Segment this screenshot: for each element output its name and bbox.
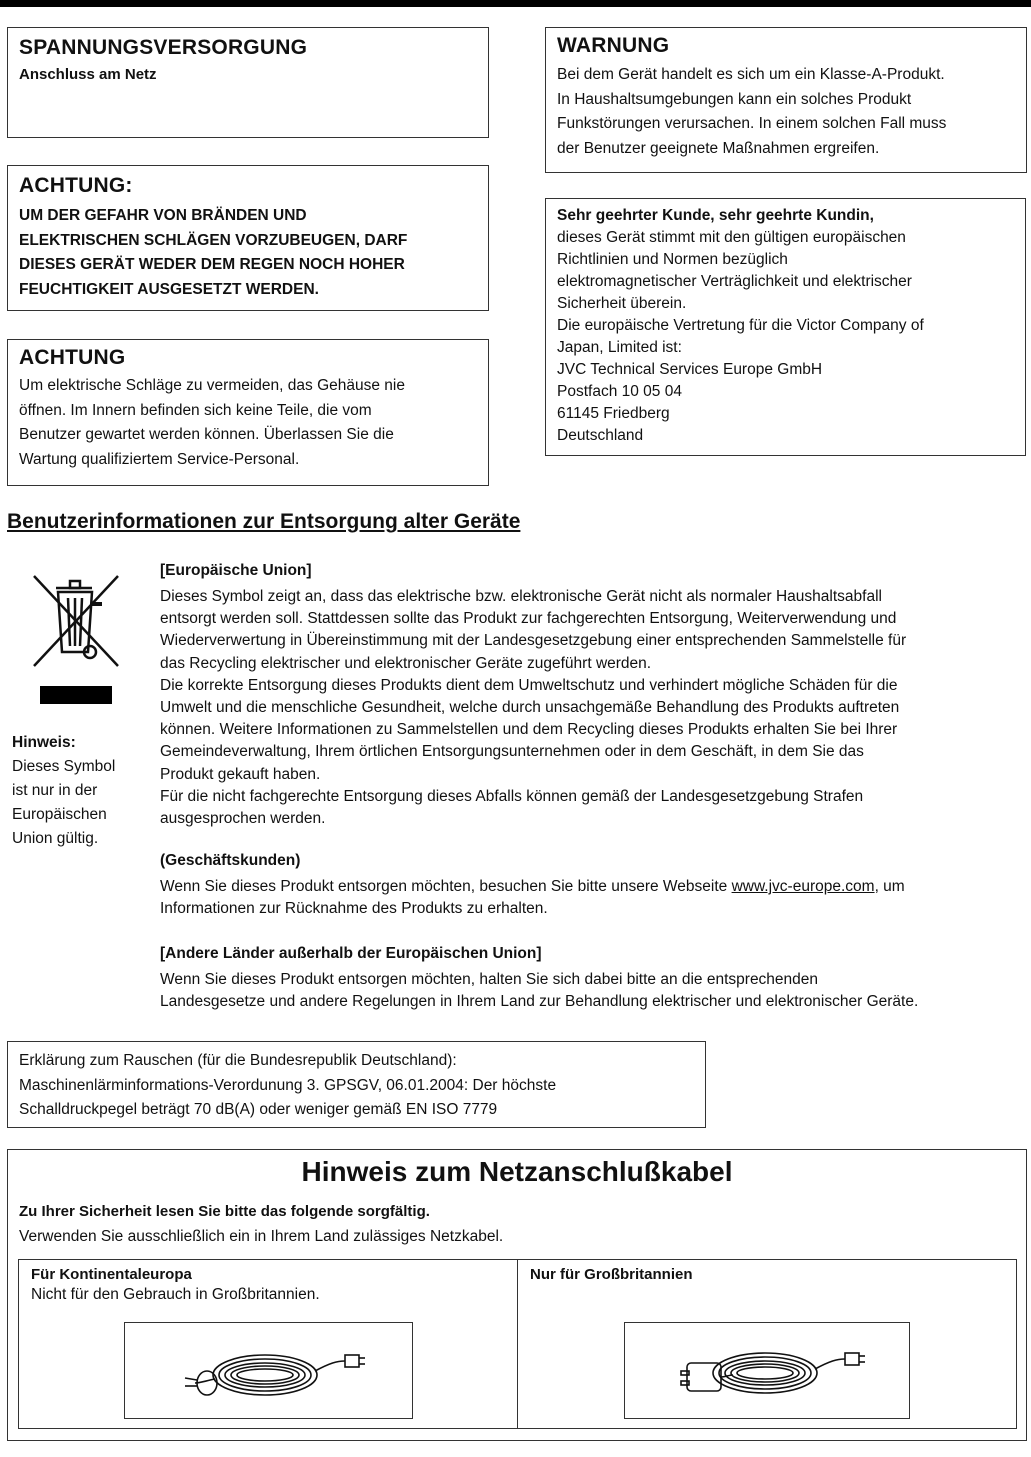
achtung-fire-line: DIESES GERÄT WEDER DEM REGEN NOCH HOHER (19, 256, 405, 273)
kunde-line: dieses Gerät stimmt mit den gültigen europäischen (557, 229, 906, 246)
eu-line: Umwelt und die menschliche Gesundheit, welche durch unsachgemäße Behandlung des Produkts auftreten (160, 699, 900, 717)
hinweis-label: Hinweis: (12, 734, 76, 751)
business-line (160, 876, 1028, 898)
kabel-intro-bold: Zu Ihrer Sicherheit lesen Sie bitte das folgende sorgfältig. (19, 1203, 430, 1220)
warnung-line: In Haushaltsumgebungen kann ein solches Produkt (557, 90, 912, 108)
other-line: Landesgesetze und andere Regelungen in Ihrem Land zur Behandlung elektrischer und elektronischer Geräte. (160, 993, 919, 1011)
hinweis-line: Europäischen (12, 806, 107, 823)
achtung-shock-line: Wartung qualifiziertem Service-Personal. (19, 450, 300, 468)
kabel-title: Hinweis zum Netzanschlußkabel (301, 1156, 733, 1187)
kunde-line: Deutschland (557, 427, 644, 444)
entsorgung-heading: Benutzerinformationen zur Entsorgung alter Geräte (7, 510, 521, 533)
achtung-fire-line: UM DER GEFAHR VON BRÄNDEN UND (19, 207, 307, 224)
business-section (160, 852, 1028, 920)
eu-plug-cable-icon (125, 1323, 412, 1418)
other-heading: [Andere Länder außerhalb der Europäischen Union] (160, 945, 542, 962)
hinweis-line: ist nur in der (12, 782, 98, 799)
kunde-line: elektromagnetischer Verträglichkeit und elektrischer (557, 273, 912, 290)
hinweis-line: Union gültig. (12, 830, 99, 847)
eu-line: Gemeindeverwaltung, Ihrem örtlichen Entsorgungsunternehmen oder in dem Geschäft, in dem Sie das (160, 743, 864, 761)
kunde-line: 61145 Friedberg (557, 405, 670, 422)
achtung-fire-title: ACHTUNG: (19, 174, 133, 197)
warnung-box (545, 27, 1027, 173)
eu-line: Die korrekte Entsorgung dieses Produkts dient dem Umweltschutz und verhindert mögliche Schäden für die (160, 676, 898, 694)
eu-line: Für die nicht fachgerechte Entsorgung dieses Abfalls können gemäß der Landesgesetzgebung Strafen (160, 787, 864, 805)
kabel-left-title: Für Kontinentaleuropa (31, 1266, 192, 1283)
kabel-left-panel (18, 1259, 518, 1429)
business-heading: (Geschäftskunden) (160, 852, 301, 869)
kunde-line: JVC Technical Services Europe GmbH (557, 361, 823, 378)
kabel-box (7, 1149, 1027, 1441)
kabel-intro: Verwenden Sie ausschließlich ein in Ihrem Land zulässiges Netzkabel. (19, 1228, 504, 1245)
achtung-fire-line: ELEKTRISCHEN SCHLÄGEN VORZUBEUGEN, DARF (19, 231, 408, 249)
uk-cable-figure (624, 1322, 910, 1419)
achtung-fire-box (7, 165, 489, 311)
kunde-line: Richtlinien und Normen bezüglich (557, 251, 788, 268)
rauschen-box (7, 1041, 706, 1128)
rauschen-line: Maschinenlärminformations-Verordunung 3. GPSGV, 06.01.2004: Der höchste (19, 1076, 557, 1094)
warnung-title: WARNUNG (557, 34, 670, 57)
top-rule (0, 0, 1031, 7)
kunde-line: Postfach 10 05 04 (557, 383, 682, 400)
warnung-line: Funkstörungen verursachen. In einem solchen Fall muss (557, 115, 947, 132)
rauschen-line: Erklärung zum Rauschen (für die Bundesrepublik Deutschland): (19, 1052, 457, 1069)
kabel-left-text: Nicht für den Gebrauch in Großbritannien. (31, 1286, 320, 1303)
eu-line: können. Weitere Informationen zu Sammelstellen und dem Recycling dieses Produkts erhalten Sie bei Ihrer (160, 721, 898, 739)
eu-line: entsorgt werden soll. Stattdessen sollte das Produkt zur fachgerechten Entsorgung, Weiterverwendung und (160, 610, 897, 628)
business-text-end: , um (874, 878, 905, 895)
kabel-right-panel (517, 1259, 1017, 1429)
achtung-shock-title: ACHTUNG (19, 346, 126, 369)
other-line: Wenn Sie dieses Produkt entsorgen möchten, halten Sie sich dabei bitte an die entsprechenden (160, 971, 819, 988)
achtung-fire-line: FEUCHTIGKEIT AUSGESETZT WERDEN. (19, 280, 319, 298)
eu-line: Dieses Symbol zeigt an, dass das elektrische bzw. elektronische Gerät nicht als normaler Haushaltsabfall (160, 588, 882, 605)
achtung-shock-line: öffnen. Im Innern befinden sich keine Teile, die vom (19, 401, 372, 419)
eu-heading: [Europäische Union] (160, 562, 312, 579)
rauschen-line: Schalldruckpegel beträgt 70 dB(A) oder weniger gemäß EN ISO 7779 (19, 1101, 498, 1118)
kunde-line: Sicherheit überein. (557, 295, 687, 312)
business-line: Informationen zur Rücknahme des Produkts zu erhalten. (160, 900, 548, 918)
weee-bin-icon (30, 572, 122, 706)
kabel-right-title: Nur für Großbritannien (530, 1266, 693, 1283)
kunde-greeting: Sehr geehrter Kunde, sehr geehrte Kundin, (557, 207, 874, 224)
hinweis-note (12, 731, 142, 851)
spannung-subtitle: Anschluss am Netz (19, 66, 157, 83)
eu-line: Wiederverwertung in Übereinstimmung mit der Landesgesetzgebung einer entsprechenden Sammelstelle für (160, 632, 907, 650)
uk-plug-cable-icon (625, 1323, 909, 1418)
achtung-shock-line: Benutzer gewartet werden können. Überlassen Sie die (19, 426, 394, 443)
achtung-shock-line: Um elektrische Schläge zu vermeiden, das Gehäuse nie (19, 377, 405, 394)
eu-section (160, 562, 1028, 830)
eu-line: Produkt gekauft haben. (160, 765, 321, 783)
eu-line: ausgesprochen werden. (160, 810, 326, 828)
spannung-box (7, 27, 489, 138)
other-countries-section (160, 945, 1028, 1013)
warnung-line: Bei dem Gerät handelt es sich um ein Klasse-A-Produkt. (557, 66, 945, 83)
kunde-line: Japan, Limited ist: (557, 339, 682, 356)
eu-cable-figure (124, 1322, 413, 1419)
jvc-website-link[interactable]: www.jvc-europe.com (731, 878, 875, 895)
kunde-line: Die europäische Vertretung für die Victor Company of (557, 317, 924, 334)
hinweis-line: Dieses Symbol (12, 758, 116, 775)
warnung-line: der Benutzer geeignete Maßnahmen ergreifen. (557, 139, 880, 157)
kunde-box (545, 198, 1026, 456)
business-text: Wenn Sie dieses Produkt entsorgen möchten, besuchen Sie bitte unsere Webseite (160, 878, 732, 895)
spannung-title: SPANNUNGSVERSORGUNG (19, 36, 308, 59)
achtung-shock-box (7, 339, 489, 486)
eu-line: das Recycling elektrischer und elektronischer Geräte zugeführt werden. (160, 654, 652, 672)
